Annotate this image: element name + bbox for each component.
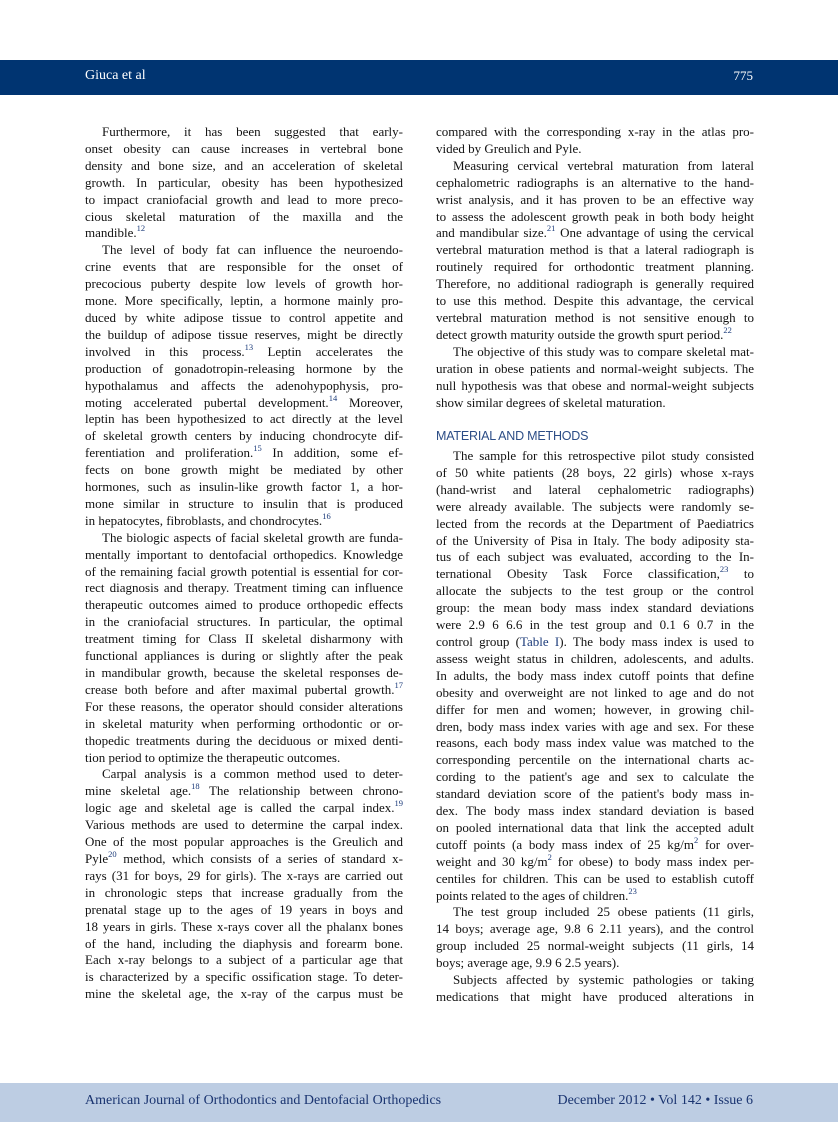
text-line: medications that might have produced alterations in <box>436 989 754 1004</box>
paragraph <box>85 530 403 767</box>
text-line: involved in this process.$^{13}$ Leptin accelerates the <box>85 341 403 359</box>
text-line: vertebral maturation method is that a lateral radiograph is <box>436 242 754 258</box>
text-line: of the remaining facial growth potential is essential for cor- <box>85 563 403 579</box>
reference-citation[interactable]: 18 <box>191 781 200 792</box>
running-header <box>0 60 838 95</box>
text-line: mentally important to dentofacial orthopedics. Knowledge <box>85 546 403 562</box>
reference-citation[interactable]: 15 <box>253 443 262 454</box>
text-line: group included 25 normal-weight subjects (11 girls, 14 <box>436 938 754 954</box>
reference-citation[interactable]: 2 <box>693 834 699 845</box>
left-column <box>85 124 403 1003</box>
text-line: hypothalamus and affects the adenohypophysis, pro- <box>85 377 403 393</box>
text-line: precocious puberty despite low levels of growth hor- <box>85 276 403 292</box>
text-line: in the craniofacial structures. In particular, the optimal <box>85 614 403 630</box>
paragraph <box>436 904 754 972</box>
text-line: 18 years in girls. These x-rays cover all the phalanx bones <box>85 918 403 934</box>
paragraph <box>436 158 754 344</box>
paragraph <box>85 242 403 529</box>
text-line: moting accelerated pubertal development.$^{14}$ Moreover, <box>85 392 403 410</box>
text-line: were already available. The subjects were randomly se- <box>436 498 754 514</box>
text-line: corresponding percentile on the international charts ac- <box>436 752 754 768</box>
text-line: The sample for this retrospective pilot study consisted <box>453 448 754 463</box>
text-line: of skeletal growth centers by inducing chondrocyte dif- <box>85 428 403 444</box>
text-line: control group (Table I). The body mass index is used to <box>436 633 754 649</box>
reference-citation[interactable]: 13 <box>244 341 254 352</box>
text-line: obesity and overweight are not linked to age and do not <box>436 684 754 700</box>
text-line: Subjects affected by systemic pathologies or taking <box>453 972 754 988</box>
text-line: Various methods are used to determine the carpal index. <box>85 817 403 833</box>
text-line: in chronologic steps that increase gradually from the <box>85 884 403 900</box>
text-line: ferentiation and proliferation.$^{15}$ In addition, some ef- <box>85 443 403 461</box>
right-column-top <box>436 124 754 411</box>
text-line: show similar degrees of skeletal maturation. <box>436 394 666 410</box>
text-line: routinely required for orthodontic treatment planning. <box>436 259 754 275</box>
paragraph <box>436 448 754 904</box>
text-line: functional appliances is during or slightly after the peak <box>85 648 403 664</box>
text-line: cording to the patient's age and sex to calculate the <box>436 769 754 785</box>
text-line: dex. The body mass index standard deviation is based <box>436 803 754 819</box>
text-line: mine skeletal age.$^{18}$ The relationship between chrono- <box>85 781 403 799</box>
text-line: The objective of this study was to compare skeletal mat- <box>453 343 754 359</box>
text-line: were 2.9 6 6.6 in the test group and 0.1 6 0.7 in the <box>436 617 754 633</box>
text-line: mine the skeletal age, the x-ray of the carpus must be <box>85 986 403 1002</box>
text-line: density and bone size, and an acceleration of skeletal <box>85 157 403 173</box>
text-line: vided by Greulich and Pyle. <box>436 140 582 156</box>
text-line: prenatal stage up to the ages of 19 years in boys and <box>85 901 403 917</box>
text-line: dren, body mass index varies with age and sex. For these <box>436 718 754 734</box>
issue-info: December 2012 • Vol 142 • Issue 6 <box>557 1093 753 1108</box>
text-line: vertebral maturation method is not sensitive enough to <box>436 309 754 325</box>
text-line: One of the most popular approaches is the Greulich and <box>85 834 403 850</box>
table-link[interactable]: Table I <box>519 633 560 649</box>
text-line: reasons, each body mass index value was matched to the <box>436 735 754 751</box>
reference-citation[interactable]: 23 <box>719 564 729 575</box>
reference-citation[interactable]: 23 <box>628 885 637 896</box>
text-line: thopedic treatments during the deciduous or mixed denti- <box>85 732 403 748</box>
text-line: boys; average age, 9.9 6 2.5 years). <box>436 955 620 971</box>
text-line: therapeutic outcomes aimed to produce orthopedic effects <box>85 597 403 613</box>
paragraph <box>85 124 403 242</box>
text-line: null hypothesis was that obese and normal-weight subjects <box>436 377 754 393</box>
text-line: tion period to optimize the therapeutic outcomes. <box>85 749 341 765</box>
text-line: hormones, such as insulin-like growth factor 1, a hor- <box>85 479 403 495</box>
text-line: weight and 30 $kg/m^2$ for obese) to body mass index per- <box>436 851 754 869</box>
text-line: the buildup of adipose tissue reserves, might be directly <box>85 326 403 342</box>
text-line: ternational Obesity Task Force classification,$^{23}$ to <box>436 564 754 582</box>
text-line: compared with the corresponding x-ray in the atlas pro- <box>436 124 754 139</box>
paragraph <box>436 972 754 1006</box>
text-line: rect diagnosis and therapy. Treatment timing can influence <box>85 580 403 596</box>
text-line: onset obesity can cause increases in vertebral bone <box>85 140 403 156</box>
reference-citation[interactable]: 21 <box>546 223 556 234</box>
text-line: mone. More specifically, leptin, a hormone mainly pro- <box>85 293 403 309</box>
text-line: Furthermore, it has been suggested that early- <box>102 124 403 139</box>
paragraph <box>85 766 403 1003</box>
text-line: to use this method. Despite this advantage, the cervical <box>436 293 754 309</box>
text-line: Pyle$^{20}$ method, which consists of a series of standard x- <box>85 848 403 866</box>
paragraph <box>436 344 754 412</box>
text-line: of 50 white patients (28 boys, 22 girls) whose x-rays <box>436 464 754 480</box>
text-line: logic age and skeletal age is called the carpal index.$^{19}$ <box>85 798 403 816</box>
text-line: points related to the ages of children.$^{23}$ <box>436 885 637 903</box>
text-line: Therefore, no additional radiograph is generally required <box>436 276 754 292</box>
text-line: differ for men and women; however, in growing chil- <box>436 701 754 717</box>
text-line: The level of body fat can influence the neuroendo- <box>102 242 403 258</box>
reference-citation[interactable]: 16 <box>322 510 331 521</box>
journal-name: American Journal of Orthodontics and Dentofacial Orthopedics <box>85 1093 442 1108</box>
text-line: growth. In particular, obesity has been hypothesized <box>85 174 403 190</box>
reference-citation[interactable]: 2 <box>547 851 552 862</box>
text-line: cephalometric radiographs is an alternative to the hand- <box>436 174 754 190</box>
reference-citation[interactable]: 12 <box>136 223 146 234</box>
paragraph <box>436 124 754 158</box>
text-line: leptin has been hypothesized to act directly at the level <box>85 411 403 427</box>
text-line: production of gonadotropin-releasing hormone by the <box>85 360 403 376</box>
text-line: fects on bone growth might be mediated by other <box>85 462 403 478</box>
text-line: assess weight status in children, adolescents, and adults. <box>436 650 754 666</box>
text-line: treatment timing for Class II skeletal disharmony with <box>85 631 403 647</box>
text-line: centiles for children. This can be used to establish cutoff <box>436 870 754 886</box>
text-line: is characterized by a specific ossification stage. To deter- <box>85 969 403 985</box>
right-column-bottom <box>436 448 754 1006</box>
text-line: crine events that are responsible for the onset of <box>85 259 403 275</box>
text-line: Carpal analysis is a common method used to deter- <box>102 766 403 782</box>
text-line: lected from the records at the Department of Paediatrics <box>436 515 754 531</box>
text-line: (hand-wrist and lateral cephalometric radiographs) <box>436 481 754 497</box>
text-line: in mandibular growth, because the skeletal responses de- <box>85 665 403 680</box>
reference-citation[interactable]: 20 <box>108 848 117 859</box>
reference-citation[interactable]: 22 <box>723 324 732 335</box>
running-title: Giuca et al <box>85 68 146 83</box>
text-line: For these reasons, the operator should consider alterations <box>85 698 403 714</box>
page-number: 775 <box>733 68 753 83</box>
text-line: In adults, the body mass index cutoff points that define <box>436 667 754 683</box>
text-line: tus of each subject was evaluated, according to the In- <box>436 549 754 565</box>
text-line: cutoff points (a body mass index of 25 $kg/m^2$ for over- <box>436 834 755 852</box>
text-line: Each x-ray belongs to a subject of a particular age that <box>85 952 403 968</box>
text-line: mone similar in structure to insulin that is produced <box>85 495 403 511</box>
running-footer <box>0 1083 838 1122</box>
text-line: detect growth maturity outside the growth spurt period.$^{22}$ <box>436 324 732 342</box>
text-line: of the University of Pisa in Italy. The body adiposity sta- <box>436 532 754 548</box>
text-line: 14 boys; average age, 9.8 6 2.11 years), and the control <box>436 921 754 937</box>
text-line: and mandibular size.$^{21}$ One advantage of using the cervical <box>436 223 754 241</box>
text-line: cious skeletal maturation of the maxilla and the <box>85 208 403 224</box>
text-line: standard deviation score of the patient's body mass in- <box>436 786 754 802</box>
text-line: allocate the subjects to the test group or the control <box>436 583 754 599</box>
text-line: rays (31 for boys, 29 for girls). The x-rays are carried out <box>85 867 403 883</box>
text-line: The biologic aspects of facial skeletal growth are funda- <box>102 529 403 545</box>
text-line: mandible.$^{12}$ <box>85 223 146 241</box>
text-line: duced by white adipose tissue to control appetite and <box>85 309 403 325</box>
reference-citation[interactable]: 19 <box>394 798 403 809</box>
text-line: of the hand, including the diaphysis and forearm bone. <box>85 935 403 951</box>
text-line: in hepatocytes, fibroblasts, and chondrocytes.$^{16}$ <box>85 510 331 528</box>
text-line: wrist analysis, and it has proven to be an effective way <box>436 191 754 207</box>
section-heading: MATERIAL AND METHODS <box>436 429 589 443</box>
text-line: crease both before and after maximal pubertal growth.$^{17}$ <box>85 679 403 697</box>
text-line: Measuring cervical vertebral maturation from lateral <box>453 157 754 173</box>
text-line: group: the mean body mass index standard deviations <box>436 600 754 616</box>
text-line: on pooled international data that link the accepted adult <box>436 819 754 835</box>
text-line: uration in obese patients and normal-weight subjects. The <box>436 360 754 376</box>
text-line: in skeletal maturity when performing orthodontic or or- <box>85 715 403 731</box>
text-line: to impact craniofacial growth and lead to more preco- <box>85 191 403 207</box>
reference-citation[interactable]: 14 <box>328 392 338 403</box>
reference-citation[interactable]: 17 <box>394 679 403 690</box>
text-line: to assess the adolescent growth peak in both body height <box>436 208 754 224</box>
text-line: The test group included 25 obese patients (11 girls, <box>453 904 754 920</box>
